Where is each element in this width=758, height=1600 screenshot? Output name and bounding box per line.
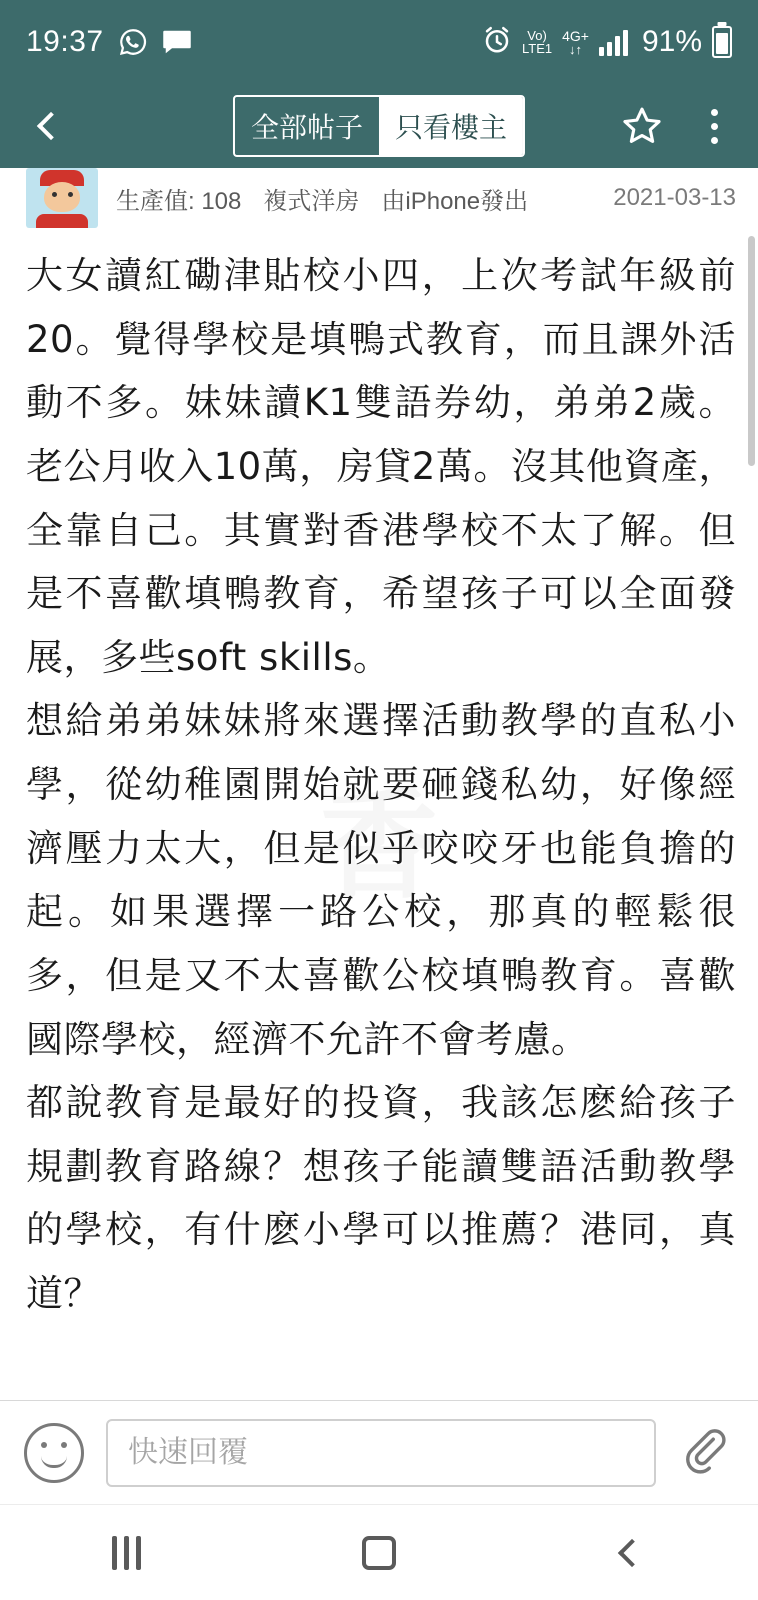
- reply-bar: [0, 1400, 758, 1504]
- message-icon: [162, 29, 192, 55]
- post-paragraph: 大女讀紅磡津貼校小四，上次考試年級前20。覺得學校是填鴨式教育，而且課外活動不多。妹妹讀K1雙語券幼，弟弟2歲。老公月收入10萬，房貸2萬。沒其他資產，全靠自己。其實對香港學校不太了解。但是不喜歡填鴨教育，希望孩子可以全面發展，多些soft skills。: [26, 254, 736, 679]
- battery-icon: [712, 26, 732, 58]
- recents-icon: [112, 1536, 141, 1570]
- nav-recents-button[interactable]: [66, 1505, 186, 1600]
- status-bar-right: [482, 25, 732, 60]
- app-bar-actions: [620, 102, 734, 150]
- status-time: 19:37: [26, 25, 104, 58]
- star-icon[interactable]: [620, 104, 664, 148]
- whatsapp-icon: [118, 27, 148, 57]
- home-icon: [362, 1536, 396, 1570]
- chevron-left-icon: [37, 112, 65, 140]
- post-paragraph: 想給弟弟妹妹將來選擇活動教學的直私小學，從幼稚園開始就要砸錢私幼，好像經濟壓力太大，但是似乎咬咬牙也能負擔的起。如果選擇一路公校，那真的輕鬆很多，但是又不太喜歡公校填鴨教育。喜歡國際學校，經濟不允許不會考慮。: [26, 699, 736, 1061]
- attachment-icon[interactable]: [678, 1423, 734, 1483]
- tab-op-only[interactable]: 只看樓主: [379, 97, 523, 155]
- avatar[interactable]: [26, 168, 98, 228]
- post-paragraph: 都說教育是最好的投資，我該怎麽給孩子規劃教育路線？想孩子能讀雙語活動教學的學校，有什麽小學可以推薦？港同，真道？: [26, 1081, 736, 1315]
- emoji-icon[interactable]: [24, 1423, 84, 1483]
- back-button[interactable]: [24, 99, 78, 153]
- post-body-scroll-area[interactable]: [0, 230, 758, 1400]
- battery-percent: 91%: [641, 25, 702, 58]
- user-title: 複式洋房: [263, 187, 360, 215]
- post-filter-segmented-control[interactable]: [233, 95, 525, 157]
- nav-back-button[interactable]: [572, 1505, 692, 1600]
- tab-all-posts[interactable]: 全部帖子: [250, 112, 363, 143]
- production-value: 生產值: 108: [116, 187, 242, 215]
- status-bar-left: [26, 25, 192, 59]
- reply-input[interactable]: [106, 1419, 656, 1487]
- post-device: 由iPhone發出: [381, 187, 529, 215]
- status-bar: [0, 0, 758, 84]
- signal-icon: [599, 28, 628, 56]
- post-meta-row: [0, 168, 758, 230]
- scrollbar[interactable]: [748, 236, 755, 466]
- overflow-menu-icon[interactable]: [694, 102, 734, 150]
- nav-home-button[interactable]: [319, 1505, 439, 1600]
- app-bar: [0, 84, 758, 168]
- system-nav-bar: [0, 1504, 758, 1600]
- post-body: [0, 230, 758, 1336]
- volte-icon: Vo) LTE1: [521, 28, 553, 56]
- post-date: 2021-03-13: [613, 184, 736, 211]
- back-icon: [617, 1538, 645, 1566]
- alarm-icon: [482, 25, 512, 60]
- network-4g-icon: 4G+ ↓↑: [562, 27, 589, 57]
- post-meta-text: [116, 181, 528, 216]
